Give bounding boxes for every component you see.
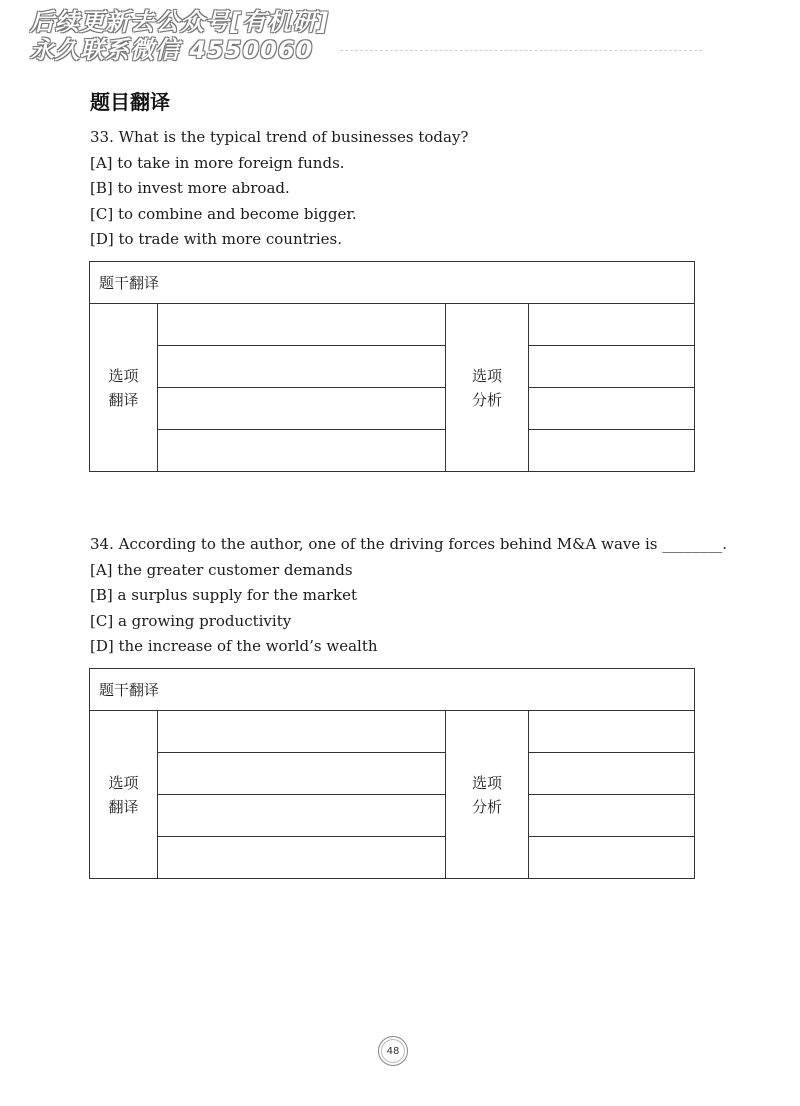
option-d: [D] to trade with more countries. xyxy=(90,230,342,249)
stem-translation-label: 题干翻译 xyxy=(90,262,695,304)
option-translation-cell[interactable] xyxy=(158,304,446,346)
option-a: [A] the greater customer demands xyxy=(90,560,353,579)
option-c: [C] to combine and become bigger. xyxy=(90,204,357,223)
option-translation-cell[interactable] xyxy=(158,430,446,472)
header-divider xyxy=(340,50,702,51)
option-analysis-label: 选项 分析 xyxy=(446,304,529,472)
option-b: [B] to invest more abroad. xyxy=(90,179,290,198)
option-analysis-cell[interactable] xyxy=(529,837,695,879)
option-translation-cell[interactable] xyxy=(158,795,446,837)
option-translation-cell[interactable] xyxy=(158,711,446,753)
option-translation-cell[interactable] xyxy=(158,837,446,879)
section-title: 题目翻译 xyxy=(90,90,170,114)
option-d: [D] the increase of the world’s wealth xyxy=(90,637,378,656)
question-34 xyxy=(90,532,728,660)
option-a: [A] to take in more foreign funds. xyxy=(90,153,345,172)
question-stem: 34. According to the author, one of the driving forces behind M&A wave is ________. xyxy=(90,535,728,553)
translation-table-33 xyxy=(89,261,695,472)
option-analysis-cell[interactable] xyxy=(529,346,695,388)
option-analysis-cell[interactable] xyxy=(529,304,695,346)
option-analysis-label: 选项 分析 xyxy=(446,711,529,879)
watermark xyxy=(30,8,350,64)
watermark-line-2: 永久联系微信 4550060 xyxy=(30,36,314,64)
option-analysis-cell[interactable] xyxy=(529,388,695,430)
option-translation-cell[interactable] xyxy=(158,753,446,795)
option-b: [B] a surplus supply for the market xyxy=(90,586,358,605)
question-33 xyxy=(90,125,710,253)
option-analysis-cell[interactable] xyxy=(529,711,695,753)
option-analysis-cell[interactable] xyxy=(529,795,695,837)
option-translation-cell[interactable] xyxy=(158,388,446,430)
question-stem: 33. What is the typical trend of businesses today? xyxy=(90,128,469,146)
page-number: 48 xyxy=(378,1036,408,1066)
option-analysis-cell[interactable] xyxy=(529,753,695,795)
option-c: [C] a growing productivity xyxy=(90,611,292,630)
translation-table-34 xyxy=(89,668,695,879)
watermark-line-1: 后续更新去公众号[有机研] xyxy=(30,8,329,36)
option-analysis-cell[interactable] xyxy=(529,430,695,472)
option-translation-label: 选项 翻译 xyxy=(90,711,158,879)
option-translation-label: 选项 翻译 xyxy=(90,304,158,472)
option-translation-cell[interactable] xyxy=(158,346,446,388)
stem-translation-label: 题干翻译 xyxy=(90,669,695,711)
